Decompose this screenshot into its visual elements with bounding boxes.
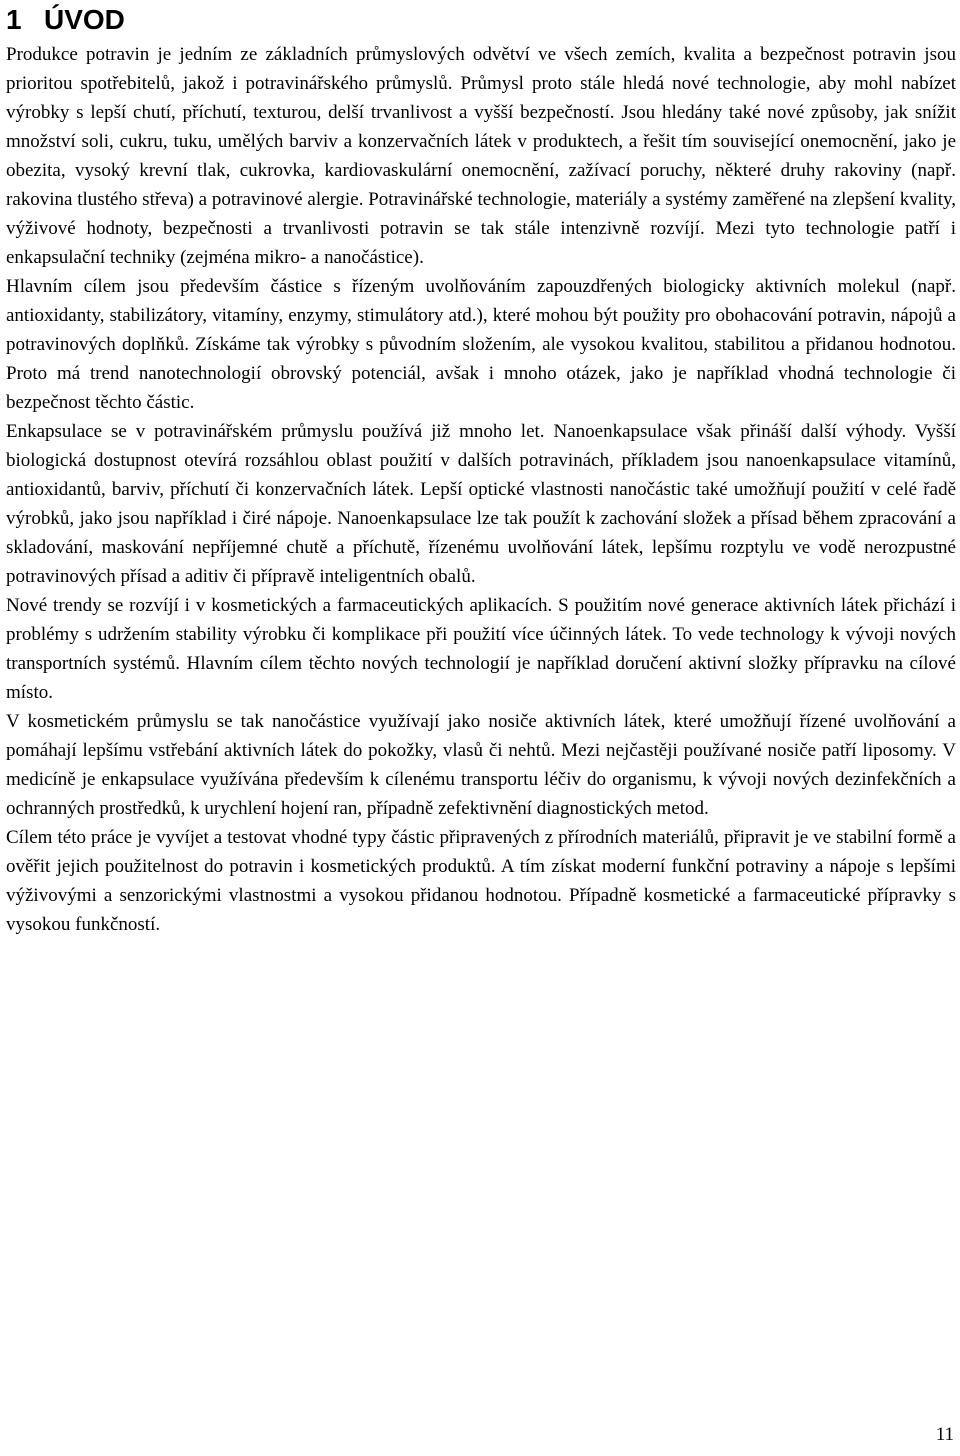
paragraph-intro: Produkce potravin je jedním ze základních průmyslových odvětví ve všech zemích, kvalita a bezpečnost potravin jsou prioritou spotřebitelů, jakož i potravinářského průmyslů. Průmysl proto stále hledá nové technologie, aby mohl nabízet výrobky s lepší chutí, příchutí, texturou, delší trvanlivost a vyšší bezpečností. Jsou hledány také nové způsoby, jak snížit množství soli, cukru, tuku, umělých barviv a konzervačních látek v produktech, a řešit tím související onemocnění, jako je obezita, vysoký krevní tlak, cukrovka, kardiovaskulární onemocnění, zažívací poruchy, některé druhy rakoviny (např. rakovina tlustého střeva) a potravinové alergie. Potravinářské technologie, materiály a systémy zaměřené na zlepšení kvality, výživové hodnoty, bezpečnosti a trvanlivosti potravin se tak stále intenzivně rozvíjí. Mezi tyto technologie patří i enkapsulační techniky (zejména mikro- a nanočástice). — [6, 44, 956, 268]
paragraph-thesis-aim: Cílem této práce je vyvíjet a testovat vhodné typy částic připravených z přírodních materiálů, připravit je ve stabilní formě a ověřit jejich použitelnost do potravin i kosmetických produktů. A tím získat moderní funkční potraviny a nápoje s lepšími výživovými a senzorickými vlastnostmi a vysokou přidanou hodnotou. Případně kosmetické a farmaceutické přípravky s vysokou funkčností. — [6, 827, 956, 935]
chapter-heading — [6, 0, 956, 40]
paragraph-main-goal: Hlavním cílem jsou především částice s řízeným uvolňováním zapouzdřených biologicky aktivních molekul (např. antioxidanty, stabilizátory, vitamíny, enzymy, stimulátory atd.), které mohou být použity pro obohacování potravin, nápojů a potravinových doplňků. Získáme tak výrobky s původním složením, ale vysokou kvalitou, stabilitou a přidanou hodnotou. Proto má trend nanotechnologií obrovský potenciál, avšak i mnoho otázek, jako je například vhodná technologie či bezpečnost těchto částic. — [6, 276, 956, 413]
chapter-number: 1 — [6, 4, 22, 35]
paragraph-cosmetic-trends: Nové trendy se rozvíjí i v kosmetických a farmaceutických aplikacích. S použitím nové generace aktivních látek přichází i problémy s udržením stability výrobku či komplikace při použití více účinných látek. To vede technology k vývoji nových transportních systémů. Hlavním cílem těchto nových technologií je například doručení aktivní složky přípravku na cílové místo. — [6, 595, 956, 703]
page-number: 11 — [935, 1424, 954, 1445]
body-text — [6, 40, 956, 939]
paragraph-encapsulation: Enkapsulace se v potravinářském průmyslu používá již mnoho let. Nanoenkapsulace však přináší další výhody. Vyšší biologická dostupnost otevírá rozsáhlou oblast použití v dalších potravinách, příkladem jsou nanoenkapsulace vitamínů, antioxidantů, barviv, příchutí či konzervačních látek. Lepší optické vlastnosti nanočástic také umožňují použití v celé řadě výrobků, jako jsou například i čiré nápoje. Nanoenkapsulace lze tak použít k zachování složek a přísad během zpracování a skladování, maskování nepříjemné chutě a příchutě, řízenému uvolňování látek, lepšímu rozptylu ve vodě nerozpustné potravinových přísad a aditiv či přípravě inteligentních obalů. — [6, 421, 956, 587]
chapter-title: ÚVOD — [44, 4, 125, 35]
paragraph-cosmetic-industry: V kosmetickém průmyslu se tak nanočástice využívají jako nosiče aktivních látek, které umožňují řízené uvolňování a pomáhají lepšímu vstřebání aktivních látek do pokožky, vlasů či nehtů. Mezi nejčastěji používané nosiče patří liposomy. V medicíně je enkapsulace využívána především k cílenému transportu léčiv do organismu, k vývoji nových dezinfekčních a ochranných prostředků, k urychlení hojení ran, případně zefektivnění diagnostických metod. — [6, 711, 956, 819]
document-page — [6, 0, 956, 939]
